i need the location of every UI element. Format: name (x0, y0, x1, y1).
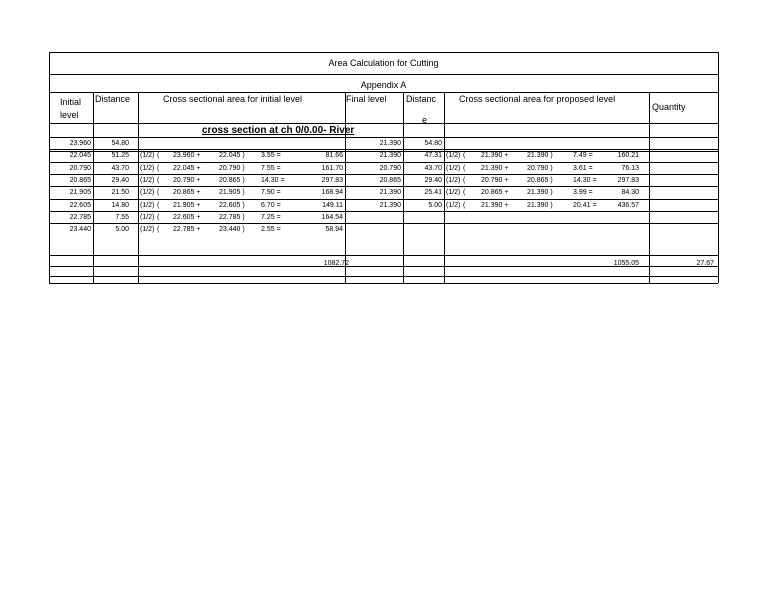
open-paren-cell: ( (157, 226, 160, 234)
gridline-horizontal (49, 123, 718, 124)
initial-level-cell: 22.785 (69, 213, 91, 221)
level-sum-b-cell: 20.865 ) (219, 176, 245, 184)
proposed-level-b-cell: 20.865 ) (527, 176, 553, 184)
gridline-horizontal (49, 52, 718, 53)
initial-level-cell: 22.605 (69, 201, 91, 209)
gridline-vertical (649, 92, 650, 283)
distance-cell: 54.80 (111, 140, 129, 147)
open-paren-cell: ( (157, 201, 160, 209)
initial-level-cell: 22.045 (69, 152, 91, 160)
level-sum-a-cell: 23.960 + (173, 152, 201, 160)
level-sum-a-cell: 20.790 + (173, 176, 201, 184)
open-paren-cell: ( (157, 189, 160, 197)
proposed-open-paren-cell: ( (463, 176, 466, 184)
total-proposed-area: 1055.05 (613, 260, 639, 267)
header-distanc: Distanc (406, 94, 437, 104)
proposed-width-cell: 3.61 = (573, 164, 593, 172)
open-paren-cell: ( (157, 164, 160, 172)
final-level-cell: 21.390 (379, 152, 401, 160)
gridline-horizontal (49, 92, 718, 93)
proposed-level-a-cell: 21.390 + (481, 201, 509, 209)
gridline-horizontal (49, 149, 718, 150)
gridline-vertical (718, 52, 719, 283)
gridline-horizontal (49, 283, 718, 284)
proposed-area-cell: 76.13 (621, 164, 639, 172)
half-factor-cell: (1/2) (140, 164, 155, 172)
level-sum-b-cell: 21.905 ) (219, 189, 245, 197)
proposed-level-b-cell: 21.390 ) (527, 189, 553, 197)
distance-cell: 29.40 (111, 176, 129, 184)
header-initial-level-line2: level (60, 110, 79, 120)
proposed-half-factor-cell: (1/2) (446, 164, 461, 172)
level-sum-a-cell: 22.605 + (173, 213, 201, 221)
sheet-title: Area Calculation for Cutting (328, 58, 439, 68)
open-paren-cell: ( (157, 176, 160, 184)
initial-level-cell: 20.865 (69, 176, 91, 184)
initial-area-cell: 81.66 (325, 152, 343, 160)
proposed-level-a-cell: 20.790 + (481, 176, 509, 184)
gridline-horizontal (49, 223, 718, 224)
width-cell: 6.70 = (261, 201, 281, 209)
half-factor-cell: (1/2) (140, 213, 155, 221)
gridline-vertical (444, 92, 445, 283)
proposed-open-paren-cell: ( (463, 189, 466, 197)
proposed-width-cell: 20.41 = (573, 201, 597, 209)
proposed-area-cell: 436.57 (617, 201, 639, 209)
proposed-width-cell: 7.49 = (573, 152, 593, 160)
final-distance-cell: 25.41 (424, 189, 442, 197)
gridline-horizontal (49, 255, 718, 256)
width-cell: 7.25 = (261, 213, 281, 221)
final-level-cell: 20.790 (379, 164, 401, 172)
width-cell: 2.55 = (261, 226, 281, 234)
final-level-cell: 21.390 (379, 140, 401, 147)
total-initial-area: 1082.72 (323, 260, 349, 267)
proposed-level-b-cell: 21.390 ) (527, 152, 553, 160)
proposed-level-a-cell: 21.390 + (481, 164, 509, 172)
proposed-area-cell: 84.30 (621, 189, 639, 197)
header-final-level: Final level (346, 94, 387, 104)
proposed-open-paren-cell: ( (463, 152, 466, 160)
gridline-horizontal (49, 186, 718, 187)
final-distance-cell: 5.00 (428, 201, 442, 209)
half-factor-cell: (1/2) (140, 176, 155, 184)
level-sum-b-cell: 22.045 ) (219, 152, 245, 160)
header-cross-section-proposed: Cross sectional area for proposed level (459, 94, 616, 104)
half-factor-cell: (1/2) (140, 226, 155, 234)
gridline-horizontal (49, 276, 718, 277)
initial-level-cell: 23.440 (69, 226, 91, 234)
distance-cell: 14.80 (111, 201, 129, 209)
distance-cell: 51.25 (111, 152, 129, 160)
final-level-cell: 21.390 (379, 189, 401, 197)
half-factor-cell: (1/2) (140, 201, 155, 209)
total-quantity: 27.67 (696, 260, 714, 267)
gridline-horizontal (49, 211, 718, 212)
gridline-horizontal (49, 199, 718, 200)
proposed-open-paren-cell: ( (463, 201, 466, 209)
appendix-label: Appendix A (360, 80, 407, 90)
level-sum-a-cell: 22.045 + (173, 164, 201, 172)
width-cell: 7.55 = (261, 164, 281, 172)
width-cell: 3.55 = (261, 152, 281, 160)
initial-area-cell: 164.54 (321, 213, 343, 221)
gridline-vertical (49, 92, 50, 283)
gridline-vertical (345, 92, 346, 283)
level-sum-b-cell: 23.440 ) (219, 226, 245, 234)
final-level-cell: 21.390 (379, 201, 401, 209)
proposed-level-a-cell: 21.390 + (481, 152, 509, 160)
level-sum-b-cell: 20.790 ) (219, 164, 245, 172)
initial-area-cell: 168.94 (321, 189, 343, 197)
initial-level-cell: 20.790 (69, 164, 91, 172)
level-sum-a-cell: 22.785 + (173, 226, 201, 234)
header-initial-level: Initial (60, 97, 82, 107)
proposed-area-cell: 297.83 (617, 176, 639, 184)
initial-area-cell: 297.83 (321, 176, 343, 184)
proposed-level-b-cell: 21.390 ) (527, 201, 553, 209)
gridline-vertical (93, 92, 94, 283)
gridline-horizontal (49, 162, 718, 163)
level-sum-a-cell: 20.865 + (173, 189, 201, 197)
half-factor-cell: (1/2) (140, 152, 155, 160)
final-level-cell: 20.865 (379, 176, 401, 184)
open-paren-cell: ( (157, 213, 160, 221)
header-quantity: Quantity (652, 102, 686, 112)
initial-level-cell: 23.960 (69, 140, 91, 147)
final-distance-cell: 54.80 (424, 140, 442, 147)
proposed-level-a-cell: 20.865 + (481, 189, 509, 197)
proposed-width-cell: 14.30 = (573, 176, 597, 184)
final-distance-cell: 47.31 (424, 152, 442, 160)
final-distance-cell: 29.40 (424, 176, 442, 184)
section-title: cross section at ch 0/0.00- River (202, 125, 355, 136)
distance-cell: 5.00 (115, 226, 129, 234)
gridline-vertical (403, 92, 404, 283)
proposed-half-factor-cell: (1/2) (446, 176, 461, 184)
gridline-horizontal (49, 74, 718, 75)
proposed-half-factor-cell: (1/2) (446, 189, 461, 197)
proposed-half-factor-cell: (1/2) (446, 201, 461, 209)
initial-level-cell: 21.905 (69, 189, 91, 197)
open-paren-cell: ( (157, 152, 160, 160)
header-distance: Distance (95, 94, 131, 104)
proposed-area-cell: 160.21 (617, 152, 639, 160)
distance-cell: 43.70 (111, 164, 129, 172)
gridline-horizontal (49, 137, 718, 138)
gridline-horizontal (49, 174, 718, 175)
level-sum-b-cell: 22.605 ) (219, 201, 245, 209)
proposed-half-factor-cell: (1/2) (446, 152, 461, 160)
level-sum-a-cell: 21.905 + (173, 201, 201, 209)
proposed-width-cell: 3.99 = (573, 189, 593, 197)
final-distance-cell: 43.70 (424, 164, 442, 172)
level-sum-b-cell: 22.785 ) (219, 213, 245, 221)
initial-area-cell: 161.70 (321, 164, 343, 172)
width-cell: 14.30 = (261, 176, 285, 184)
gridline-vertical (138, 92, 139, 283)
initial-area-cell: 58.94 (325, 226, 343, 234)
half-factor-cell: (1/2) (140, 189, 155, 197)
proposed-level-b-cell: 20.790 ) (527, 164, 553, 172)
initial-area-cell: 149.11 (322, 201, 343, 209)
distance-cell: 21.50 (111, 189, 129, 197)
header-distanc-wrap: e (422, 115, 428, 125)
distance-cell: 7.55 (115, 213, 129, 221)
width-cell: 7.90 = (261, 189, 281, 197)
header-cross-section-initial: Cross sectional area for initial level (163, 94, 303, 104)
proposed-open-paren-cell: ( (463, 164, 466, 172)
